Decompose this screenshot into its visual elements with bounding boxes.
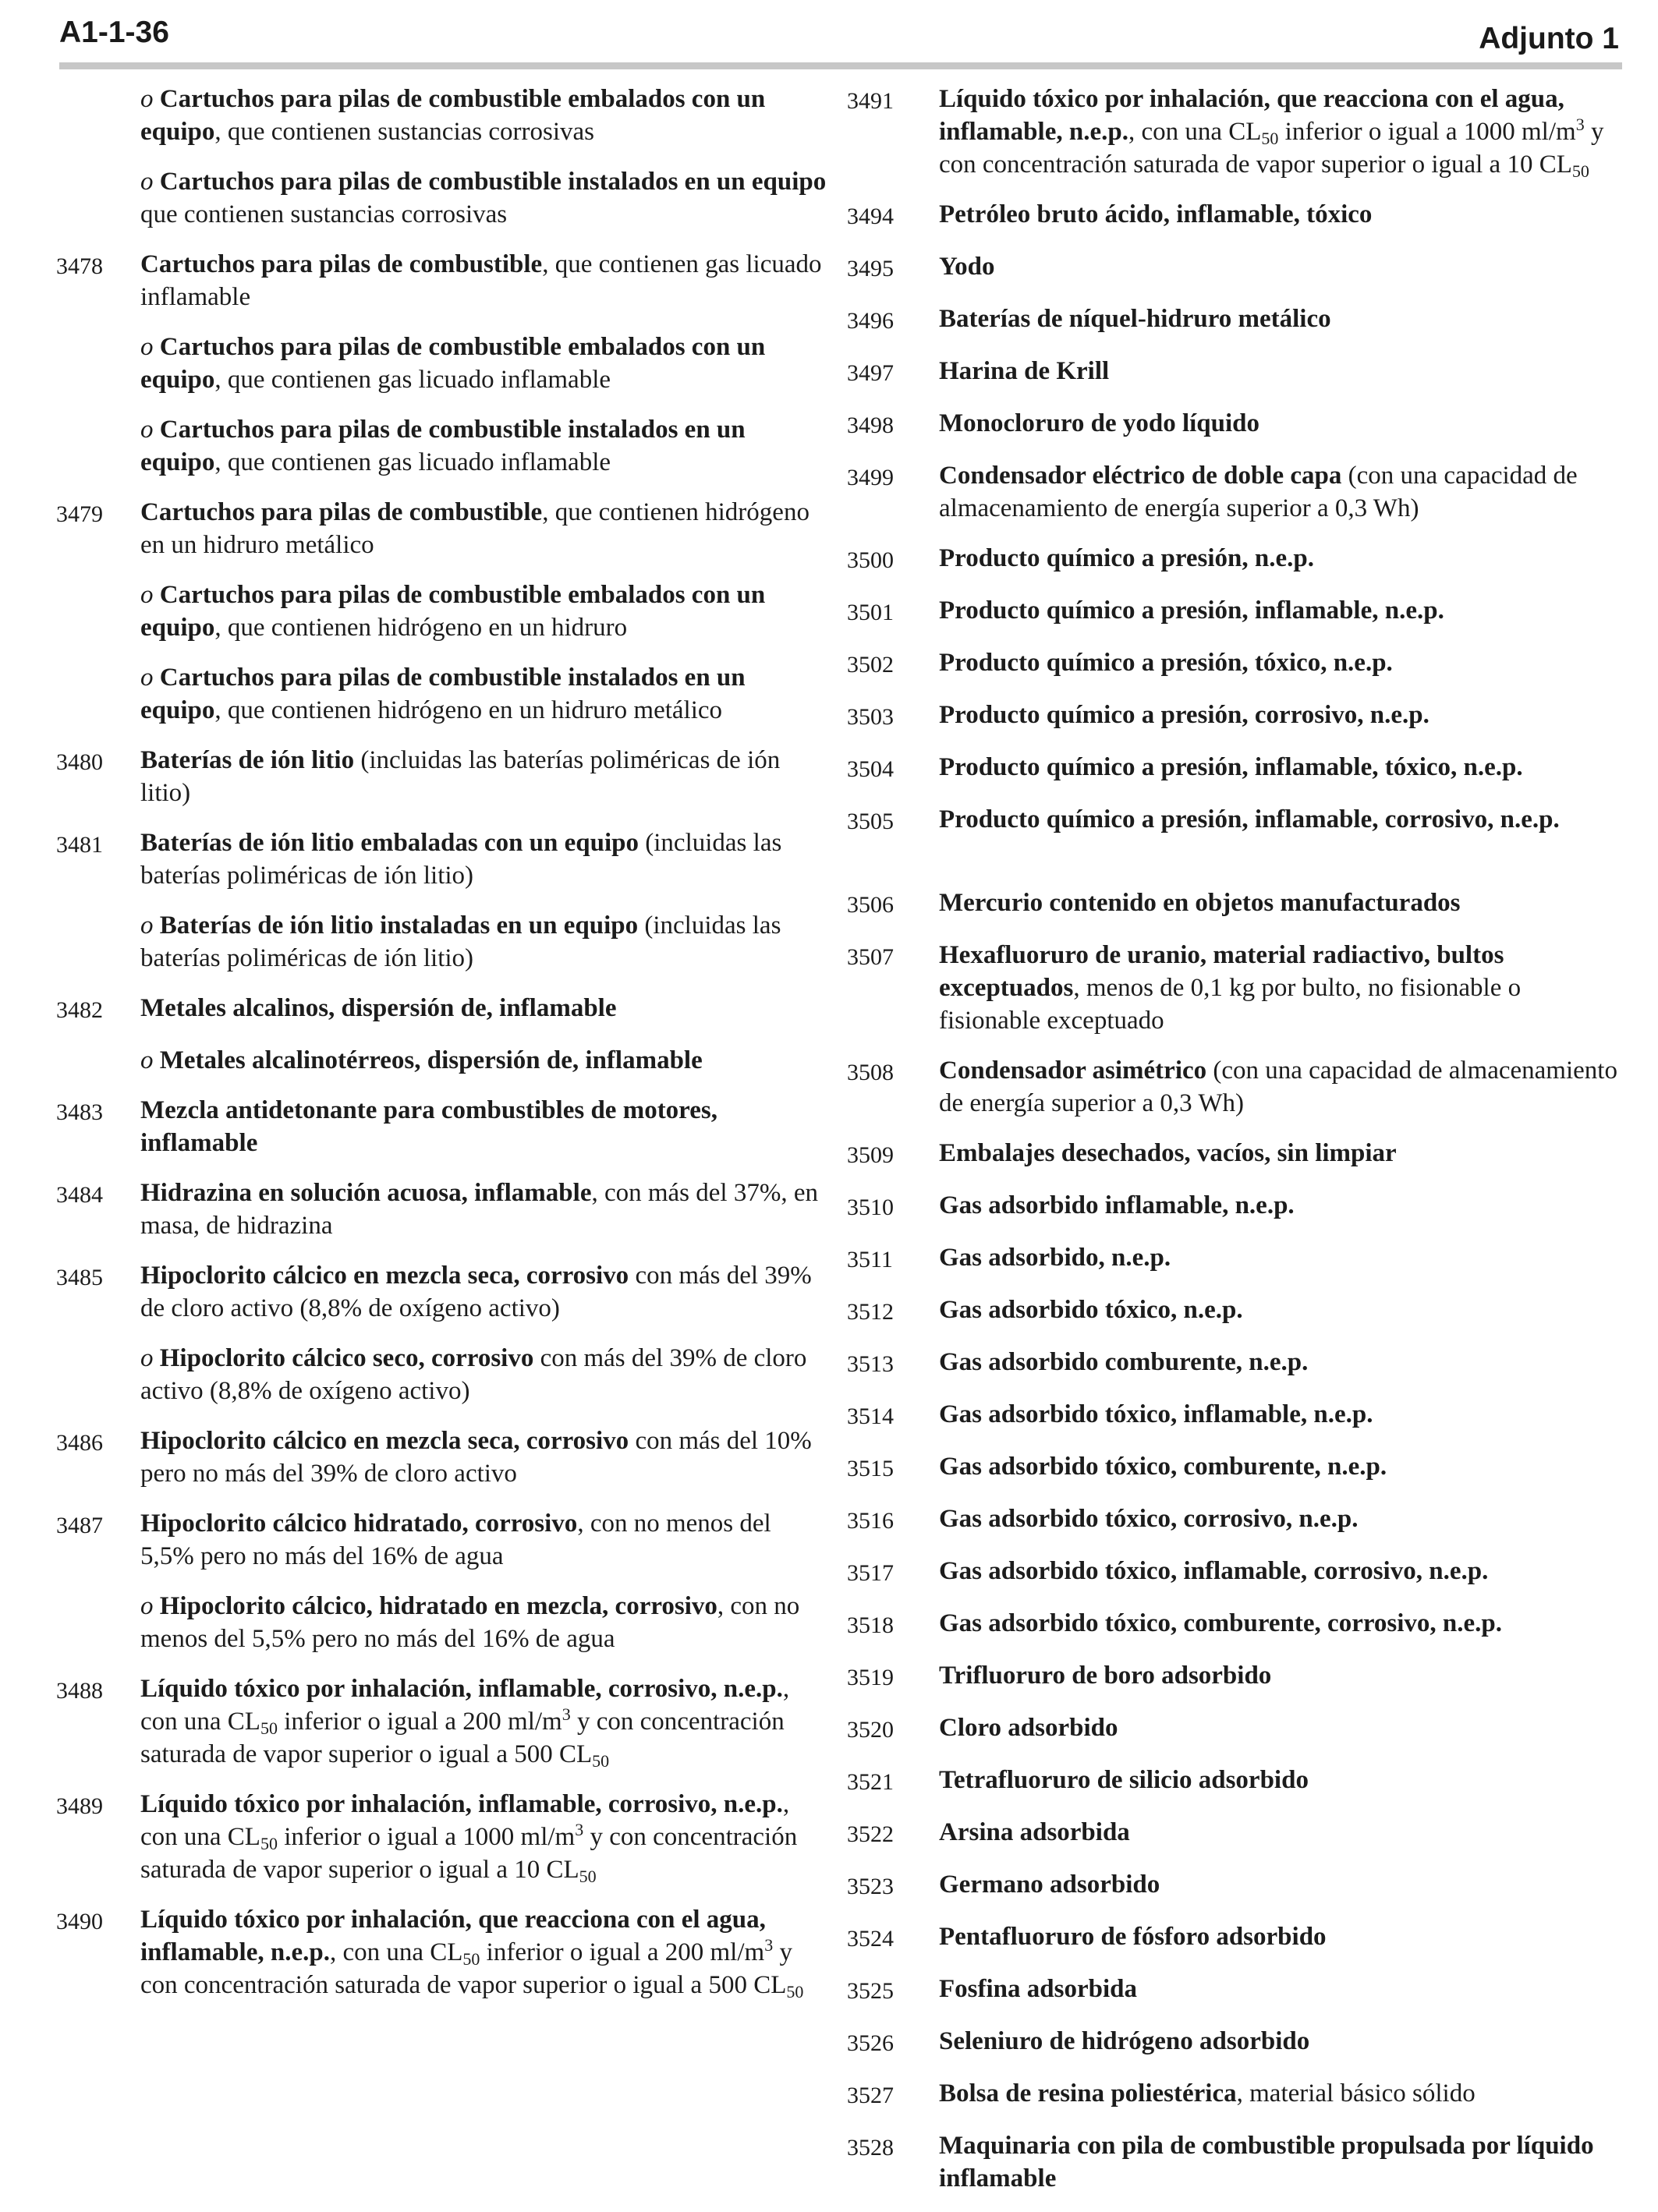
un-entry (847, 1659, 1628, 1694)
spacer (847, 855, 1628, 887)
un-entry (56, 496, 827, 561)
entry-description (939, 1816, 1628, 1849)
un-number: 3489 (56, 1793, 103, 1819)
text-run: Hipoclorito cálcico en mezcla seca, corrosivo (140, 1427, 629, 1455)
text-run: 50 (592, 1751, 610, 1771)
text-run: , que contienen hidrógeno en un hidruro metálico (140, 498, 810, 559)
text-run: Yodo (939, 253, 995, 281)
un-entry (847, 1816, 1628, 1851)
entry-description (140, 1507, 827, 1573)
entry-description (140, 579, 827, 644)
text-run: , material básico sólido (1236, 2079, 1476, 2108)
text-run: o (140, 416, 154, 444)
text-run: Cartuchos para pilas de combustible instalados en un equipo (140, 416, 746, 476)
text-run: Hipoclorito cálcico en mezcla seca, corrosivo (140, 1262, 629, 1290)
header-rule (59, 62, 1622, 69)
un-number: 3479 (56, 501, 103, 527)
entry-description (939, 1607, 1628, 1640)
un-entry (847, 1973, 1628, 2008)
text-run: Hipoclorito cálcico seco, corrosivo (153, 1344, 534, 1372)
un-entry (56, 1507, 827, 1573)
page-number: A1-1-36 (59, 16, 169, 49)
un-number: 3523 (847, 1874, 894, 1899)
un-number (56, 1590, 140, 1592)
text-run: 50 (260, 1718, 278, 1738)
un-number (56, 83, 140, 85)
un-number (56, 413, 140, 416)
text-run: Gas adsorbido tóxico, comburente, corrosivo, n.e.p. (939, 1609, 1503, 1637)
entry-description (939, 1920, 1628, 1953)
un-number: 3527 (847, 2083, 894, 2108)
entry-description (140, 1788, 827, 1886)
un-entry (847, 1502, 1628, 1538)
un-entry (56, 826, 827, 892)
entry-description (939, 250, 1628, 283)
un-entry (56, 1590, 827, 1655)
un-number: 3505 (847, 809, 894, 834)
text-run: , con no menos del 5,5% pero no más del 16% de agua (140, 1509, 771, 1570)
un-entry (847, 1450, 1628, 1485)
text-run: 50 (260, 1834, 278, 1853)
un-number (56, 165, 140, 168)
text-run: Embalajes desechados, vacíos, sin limpiar (939, 1139, 1397, 1167)
entry-description (939, 1398, 1628, 1431)
un-number: 3507 (847, 944, 894, 970)
text-run: Baterías de níquel-hidruro metálico (939, 305, 1331, 333)
entry-description (939, 1868, 1628, 1901)
text-run: inferior o igual a 200 ml/m (277, 1708, 562, 1736)
text-run: Cartuchos para pilas de combustible (140, 250, 543, 278)
text-run: Cloro adsorbido (939, 1714, 1118, 1742)
un-number: 3482 (56, 997, 103, 1023)
un-number: 3516 (847, 1508, 894, 1534)
un-entry (847, 1764, 1628, 1799)
text-run: , con más del 37%, en masa, de hidrazina (140, 1179, 818, 1240)
entry-description (140, 992, 827, 1025)
entry-description (140, 83, 827, 148)
text-run: o (140, 168, 154, 196)
text-run: y con concentración saturada de vapor superior o igual a 500 CL (140, 1708, 785, 1768)
un-number: 3503 (847, 704, 894, 730)
text-run: 3 (1575, 115, 1585, 134)
text-run: y con concentración saturada de vapor superior o igual a 10 CL (939, 118, 1604, 179)
text-run: , que contienen hidrógeno en un hidruro metálico (214, 696, 723, 724)
entry-description (140, 165, 827, 231)
text-run: Líquido tóxico por inhalación, que reacciona con el agua, inflamable, n.e.p. (939, 85, 1564, 146)
text-run: Cartuchos para pilas de combustible embalados con un equipo (140, 581, 766, 642)
entry-description (939, 1711, 1628, 1744)
un-entry (56, 992, 827, 1027)
text-run: inferior o igual a 200 ml/m (480, 1938, 765, 1966)
un-entry (56, 1672, 827, 1771)
un-number: 3522 (847, 1821, 894, 1847)
page-header (0, 0, 1658, 72)
text-run: Bolsa de resina poliestérica (939, 2079, 1237, 2108)
un-number (56, 1044, 140, 1046)
text-run: Mercurio contenido en objetos manufacturados (939, 889, 1461, 917)
text-run: Gas adsorbido, n.e.p. (939, 1244, 1171, 1272)
text-run: con más del 10% pero no más del 39% de cloro activo (140, 1427, 812, 1488)
text-run: Baterías de ión litio embaladas con un equipo (140, 829, 639, 857)
text-run: o (140, 1344, 154, 1372)
entry-description (939, 803, 1628, 836)
text-run: Baterías de ión litio instaladas en un equipo (153, 911, 639, 940)
un-number: 3514 (847, 1403, 894, 1429)
un-entry (847, 198, 1628, 233)
un-number (56, 579, 140, 581)
text-run: o (140, 664, 154, 692)
un-entry (847, 1607, 1628, 1642)
entry-description (939, 1189, 1628, 1222)
entry-description (939, 303, 1628, 335)
text-run: 3 (562, 1704, 571, 1724)
text-run: Fosfina adsorbida (939, 1975, 1137, 2003)
entry-description (939, 459, 1628, 525)
text-run: o (140, 1046, 154, 1074)
un-number: 3487 (56, 1513, 103, 1538)
entry-description (939, 2025, 1628, 2058)
entry-description (140, 1903, 827, 2001)
un-entry (847, 1555, 1628, 1590)
un-number (56, 331, 140, 333)
entry-description (939, 407, 1628, 440)
un-number (56, 909, 140, 911)
text-run: Líquido tóxico por inhalación, inflamable, corrosivo, n.e.p. (140, 1675, 783, 1703)
un-number: 3518 (847, 1612, 894, 1638)
un-number: 3490 (56, 1909, 103, 1934)
text-run: Hidrazina en solución acuosa, inflamable (140, 1179, 592, 1207)
entry-description (140, 1672, 827, 1771)
entry-description (939, 2077, 1628, 2110)
entry-description (939, 1502, 1628, 1535)
entry-description (939, 594, 1628, 627)
text-run: Producto químico a presión, inflamable, corrosivo, n.e.p. (939, 805, 1560, 833)
un-entry (56, 1903, 827, 2001)
entry-description (140, 1342, 827, 1407)
entry-description (140, 909, 827, 975)
un-number: 3497 (847, 360, 894, 386)
text-run: (incluidas las baterías poliméricas de ión litio) (140, 829, 782, 890)
entry-description (939, 1054, 1628, 1120)
un-number: 3478 (56, 253, 103, 279)
text-run: Producto químico a presión, inflamable, tóxico, n.e.p. (939, 753, 1523, 781)
entry-description (140, 661, 827, 727)
un-entry (847, 83, 1628, 181)
un-number: 3494 (847, 204, 894, 229)
un-number: 3508 (847, 1060, 894, 1085)
entry-description (939, 355, 1628, 388)
text-run: Condensador asimétrico (939, 1056, 1207, 1085)
text-run: Cartuchos para pilas de combustible instalados en un equipo (140, 664, 746, 724)
text-run: con más del 39% de cloro activo (8,8% de oxígeno activo) (140, 1344, 807, 1405)
un-entry (847, 1054, 1628, 1120)
entry-description (939, 1764, 1628, 1796)
un-entry (847, 699, 1628, 734)
un-number: 3502 (847, 652, 894, 678)
text-run: Seleniuro de hidrógeno adsorbido (939, 2027, 1310, 2055)
text-run: Metales alcalinotérreos, dispersión de, inflamable (153, 1046, 703, 1074)
un-number: 3504 (847, 756, 894, 782)
un-number: 3481 (56, 832, 103, 858)
un-entry (847, 1137, 1628, 1172)
text-run: Gas adsorbido tóxico, n.e.p. (939, 1296, 1243, 1324)
text-run: 50 (786, 1982, 804, 2001)
un-entry (847, 803, 1628, 838)
text-run: Gas adsorbido inflamable, n.e.p. (939, 1191, 1295, 1219)
text-run: o (140, 85, 154, 113)
entry-description (939, 646, 1628, 679)
un-entry (847, 1241, 1628, 1276)
text-run: o (140, 333, 154, 361)
entry-description (140, 1094, 827, 1159)
text-run: Hipoclorito cálcico, hidratado en mezcla, corrosivo (153, 1592, 717, 1620)
entry-description (939, 887, 1628, 919)
text-run: Producto químico a presión, tóxico, n.e.p. (939, 649, 1393, 677)
entry-description (140, 1590, 827, 1655)
un-number: 3500 (847, 547, 894, 573)
un-entry (847, 459, 1628, 525)
text-run: Mezcla antidetonante para combustibles de motores, inflamable (140, 1096, 717, 1157)
un-number: 3528 (847, 2135, 894, 2161)
un-entry (847, 887, 1628, 922)
un-number: 3517 (847, 1560, 894, 1586)
un-number: 3520 (847, 1717, 894, 1743)
entry-description (939, 198, 1628, 231)
text-run: , con una CL (140, 1675, 790, 1736)
un-entry (56, 1342, 827, 1407)
un-entry (56, 1094, 827, 1159)
un-entry (847, 939, 1628, 1037)
entry-description (939, 699, 1628, 731)
text-run: Líquido tóxico por inhalación, inflamable, corrosivo, n.e.p. (140, 1790, 783, 1818)
un-number: 3495 (847, 256, 894, 281)
entry-description (140, 1044, 827, 1077)
entry-description (140, 413, 827, 479)
un-entry (56, 83, 827, 148)
un-entry (847, 250, 1628, 285)
un-number: 3519 (847, 1665, 894, 1690)
text-run: 50 (462, 1949, 480, 1969)
un-entry (847, 2077, 1628, 2112)
entry-description (939, 83, 1628, 181)
un-number: 3498 (847, 412, 894, 438)
un-entry (847, 1920, 1628, 1955)
text-run: , menos de 0,1 kg por bulto, no fisionable o fisionable exceptuado (939, 974, 1522, 1035)
un-entry (847, 1189, 1628, 1224)
un-entry (847, 1868, 1628, 1903)
text-run: Arsina adsorbida (939, 1818, 1130, 1846)
un-entry (56, 248, 827, 313)
entry-description (939, 939, 1628, 1037)
un-entry (847, 646, 1628, 681)
un-number: 3480 (56, 749, 103, 775)
un-number: 3485 (56, 1265, 103, 1290)
un-entry (847, 1346, 1628, 1381)
entry-description (939, 2129, 1628, 2195)
un-number: 3499 (847, 465, 894, 490)
entry-description (939, 1973, 1628, 2005)
text-run: Gas adsorbido tóxico, comburente, n.e.p. (939, 1453, 1387, 1481)
text-run: inferior o igual a 1000 ml/m (1278, 118, 1576, 146)
text-run: , que contienen hidrógeno en un hidruro (214, 614, 628, 642)
un-number: 3521 (847, 1769, 894, 1795)
entry-description (939, 1555, 1628, 1587)
text-run: , que contienen gas licuado inflamable (140, 250, 822, 311)
un-entry (847, 2025, 1628, 2060)
text-run: que contienen sustancias corrosivas (140, 200, 508, 228)
entry-description (939, 751, 1628, 784)
text-run: 3 (575, 1820, 584, 1839)
text-run: Líquido tóxico por inhalación, que reacciona con el agua, inflamable, n.e.p. (140, 1906, 766, 1966)
un-entry (847, 751, 1628, 786)
entry-description (939, 1294, 1628, 1326)
text-run: , con una CL (1128, 118, 1262, 146)
un-entry (847, 2129, 1628, 2195)
entry-description (140, 1177, 827, 1242)
un-number: 3526 (847, 2030, 894, 2056)
text-run: Cartuchos para pilas de combustible (140, 498, 543, 526)
text-run: Metales alcalinos, dispersión de, inflamable (140, 994, 617, 1022)
un-number: 3486 (56, 1430, 103, 1456)
un-entry (56, 744, 827, 809)
text-run: , que contienen gas licuado inflamable (214, 366, 611, 394)
un-number: 3484 (56, 1182, 103, 1208)
un-entry (56, 165, 827, 231)
entry-description (140, 826, 827, 892)
text-run: o (140, 1592, 154, 1620)
text-run: (incluidas las baterías poliméricas de ión litio) (140, 911, 781, 972)
entry-description (939, 1346, 1628, 1379)
text-run: Baterías de ión litio (140, 746, 355, 774)
text-run: (con una capacidad de almacenamiento de energía superior a 0,3 Wh) (939, 462, 1578, 522)
text-run: y con concentración saturada de vapor superior o igual a 500 CL (140, 1938, 792, 1999)
annex-title: Adjunto 1 (1479, 22, 1619, 55)
un-number: 3510 (847, 1194, 894, 1220)
un-number: 3488 (56, 1678, 103, 1704)
text-run: Germano adsorbido (939, 1870, 1160, 1899)
text-run: Tetrafluoruro de silicio adsorbido (939, 1766, 1309, 1794)
text-run: con más del 39% de cloro activo (8,8% de oxígeno activo) (140, 1262, 812, 1322)
un-number: 3506 (847, 892, 894, 918)
entry-description (140, 248, 827, 313)
entry-description (939, 542, 1628, 575)
un-entry (847, 1711, 1628, 1747)
entry-description (140, 1425, 827, 1490)
text-run: 50 (579, 1867, 597, 1886)
text-run: 50 (1571, 161, 1589, 181)
text-run: , que contienen sustancias corrosivas (214, 118, 594, 146)
un-number: 3483 (56, 1099, 103, 1125)
text-run: Cartuchos para pilas de combustible embalados con un equipo (140, 85, 766, 146)
entry-description (140, 331, 827, 396)
un-number: 3515 (847, 1456, 894, 1481)
un-entry (56, 579, 827, 644)
text-run: Petróleo bruto ácido, inflamable, tóxico (939, 200, 1373, 228)
un-entry (847, 542, 1628, 577)
entry-description (939, 1659, 1628, 1692)
text-run: , que contienen gas licuado inflamable (214, 448, 611, 476)
right-column (847, 83, 1628, 2212)
un-entry (56, 331, 827, 396)
text-run: o (140, 911, 154, 940)
un-number: 3509 (847, 1142, 894, 1168)
text-run: Pentafluoruro de fósforo adsorbido (939, 1923, 1327, 1951)
un-number: 3511 (847, 1247, 893, 1272)
entry-description (140, 1259, 827, 1325)
text-run: Gas adsorbido comburente, n.e.p. (939, 1348, 1309, 1376)
text-run: y con concentración saturada de vapor superior o igual a 10 CL (140, 1823, 798, 1884)
un-entry (847, 407, 1628, 442)
text-run: Harina de Krill (939, 357, 1110, 385)
text-run: inferior o igual a 1000 ml/m (277, 1823, 576, 1851)
text-run: Producto químico a presión, inflamable, n.e.p. (939, 596, 1444, 625)
un-number: 3525 (847, 1978, 894, 2004)
un-number: 3496 (847, 308, 894, 334)
un-entry (56, 909, 827, 975)
text-run: Hipoclorito cálcico hidratado, corrosivo (140, 1509, 578, 1538)
un-entry (56, 1259, 827, 1325)
text-run: 50 (1261, 129, 1279, 148)
text-run: Hexafluoruro de uranio, material radiactivo, bultos exceptuados (939, 941, 1504, 1002)
entry-description (140, 496, 827, 561)
un-entry (56, 1788, 827, 1886)
text-run: Condensador eléctrico de doble capa (939, 462, 1342, 490)
text-run: Cartuchos para pilas de combustible instalados en un equipo (153, 168, 827, 196)
text-run: , con una CL (140, 1790, 790, 1851)
text-run: Cartuchos para pilas de combustible embalados con un equipo (140, 333, 766, 394)
entry-description (939, 1137, 1628, 1170)
un-number (56, 661, 140, 664)
entry-description (939, 1450, 1628, 1483)
un-number: 3512 (847, 1299, 894, 1325)
text-run: Maquinaria con pila de combustible propulsada por líquido inflamable (939, 2132, 1594, 2193)
text-run: 3 (764, 1935, 774, 1955)
un-entry (847, 594, 1628, 629)
un-number: 3491 (847, 88, 894, 114)
un-entry (847, 1294, 1628, 1329)
un-number (56, 1342, 140, 1344)
un-number: 3513 (847, 1351, 894, 1377)
text-run: , con no menos del 5,5% pero no más del 16% de agua (140, 1592, 800, 1653)
un-number: 3501 (847, 600, 894, 625)
un-entry (56, 1044, 827, 1077)
text-run: Gas adsorbido tóxico, inflamable, corrosivo, n.e.p. (939, 1557, 1489, 1585)
un-entry (56, 661, 827, 727)
entry-description (939, 1241, 1628, 1274)
un-number: 3524 (847, 1926, 894, 1952)
text-run: (con una capacidad de almacenamiento de energía superior a 0,3 Wh) (939, 1056, 1617, 1117)
un-entry (56, 1177, 827, 1242)
text-run: o (140, 581, 154, 609)
entry-description (140, 744, 827, 809)
text-run: Producto químico a presión, n.e.p. (939, 544, 1314, 572)
text-run: Producto químico a presión, corrosivo, n.e.p. (939, 701, 1429, 729)
un-entry (847, 303, 1628, 338)
un-entry (847, 355, 1628, 390)
text-run: Monocloruro de yodo líquido (939, 409, 1260, 437)
left-column (56, 83, 827, 2019)
text-run: (incluidas las baterías poliméricas de ión litio) (140, 746, 781, 807)
un-entry (56, 413, 827, 479)
un-entry (56, 1425, 827, 1490)
text-run: Trifluoruro de boro adsorbido (939, 1662, 1272, 1690)
un-entry (847, 1398, 1628, 1433)
text-run: , con una CL (329, 1938, 463, 1966)
text-run: Gas adsorbido tóxico, corrosivo, n.e.p. (939, 1505, 1359, 1533)
text-run: Gas adsorbido tóxico, inflamable, n.e.p. (939, 1400, 1373, 1428)
